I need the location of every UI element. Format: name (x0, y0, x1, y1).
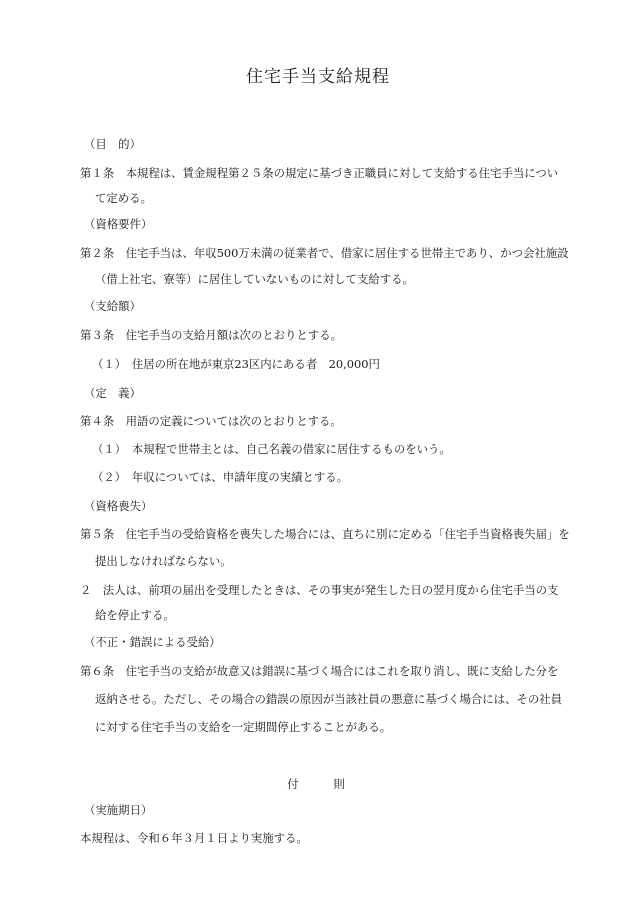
supplementary-text: 本規程は、令和６年３月１日より実施する。 (80, 831, 308, 845)
article-4-heading: （定 義） (84, 386, 141, 400)
article-3-heading: （支給額） (84, 299, 141, 313)
article-5-line-1: 第５条 住宅手当の受給資格を喪失した場合には、直ちに別に定める「住宅手当資格喪失届」を (80, 527, 570, 541)
article-1-line-1: 第１条 本規程は、賃金規程第２５条の規定に基づき正職員に対して支給する住宅手当につい (80, 166, 559, 180)
article-5-para-2-line-1: ２ 法人は、前項の届出を受理したときは、その事実が発生した日の翌月度から住宅手当の支 (80, 583, 559, 597)
article-6-line-3: に対する住宅手当の支給を一定期間停止することがある。 (95, 720, 392, 734)
article-4-item-2: （２） 年収については、申請年度の実績とする。 (92, 470, 349, 484)
article-5-heading: （資格喪失） (84, 499, 153, 513)
article-2-line-1: 第２条 住宅手当は、年収500万未満の従業者で、借家に居住する世帯主であり、かつ会社施設 (80, 246, 569, 260)
article-6-line-1: 第６条 住宅手当の支給が故意又は錯誤に基づく場合にはこれを取り消し、既に支給した分を (80, 664, 559, 678)
article-3-line-1: 第３条 住宅手当の支給月額は次のとおりとする。 (80, 328, 342, 342)
article-3-item-1: （１） 住居の所在地が東京23区内にある者 20,000円 (92, 357, 380, 371)
article-4-line-1: 第４条 用語の定義については次のとおりとする。 (80, 414, 342, 428)
article-1-heading: （目 的） (84, 137, 141, 151)
article-6-heading: （不正・錯誤による受給） (84, 635, 221, 649)
supplementary-subheading: （実施期日） (84, 803, 153, 817)
page-title: 住宅手当支給規程 (246, 67, 390, 87)
article-2-heading: （資格要件） (84, 217, 153, 231)
article-1-line-2: て定める。 (95, 191, 152, 205)
article-5-para-2-line-2: 給を停止する。 (95, 608, 175, 622)
supplementary-heading: 付 則 (287, 777, 349, 791)
article-4-item-1: （１） 本規程で世帯主とは、自己名義の借家に居住するものをいう。 (92, 442, 451, 456)
article-2-line-2: （借上社宅、寮等）に居住していないものに対して支給する。 (95, 272, 414, 286)
article-6-line-2: 返納させる。ただし、その場合の錯誤の原因が当該社員の悪意に基づく場合には、その社員 (95, 692, 563, 706)
article-5-line-2: 提出しなければならない。 (95, 554, 232, 568)
